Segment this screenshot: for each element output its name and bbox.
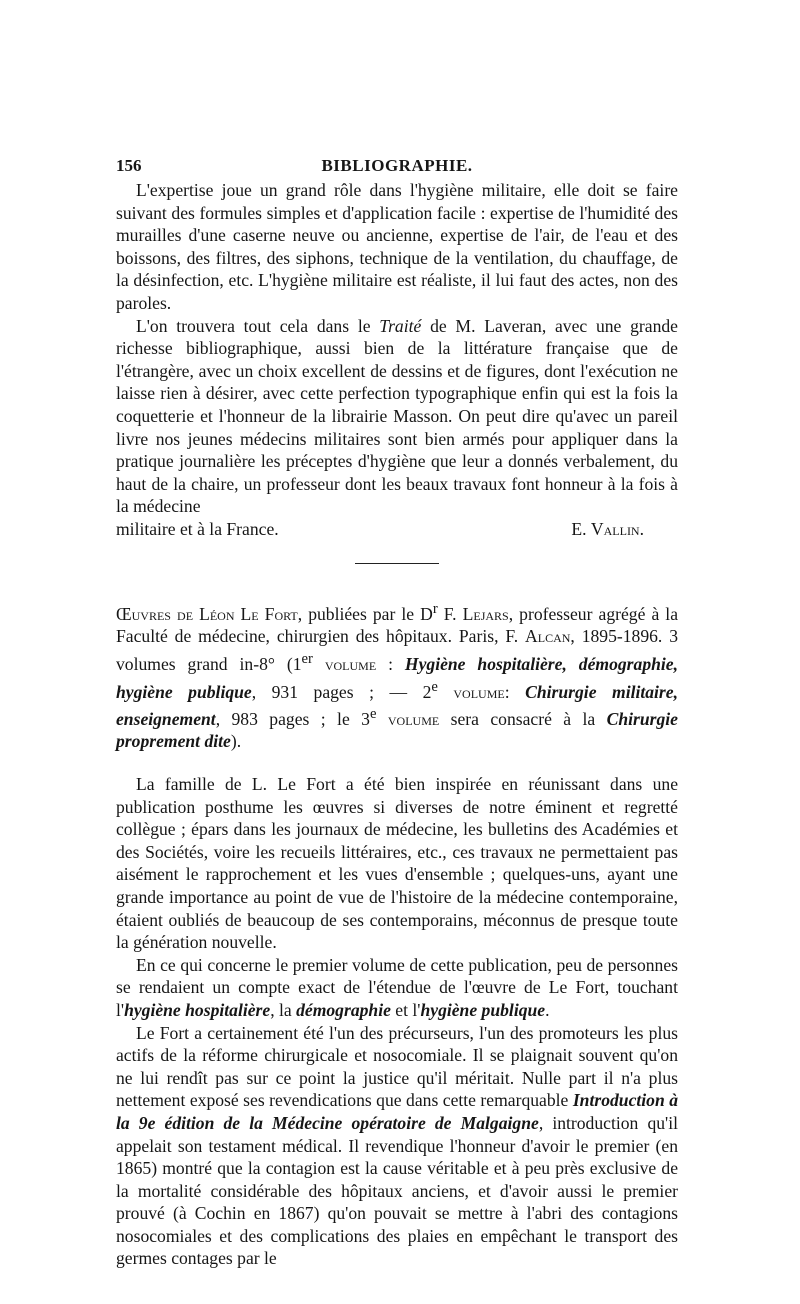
- page-number: 156: [116, 156, 142, 175]
- running-title: BIBLIOGRAPHIE.: [321, 156, 473, 175]
- paragraph-laveran: L'on trouvera tout cela dans le Traité de M. Laveran, avec une grande richesse bibliographique, aussi bien de la littérature française que de l'étrangère, avec un choix excellent de dessins et de figures, dont l'exécution ne laisse rien à désirer, avec cette perfection typographique enfin qui est la fois la coquetterie et l'honneur de la librairie Masson. On peut dire qu'avec un pareil livre nos jeunes médecins militaires sont bien armés pour appliquer dans la pratique journalière les préceptes d'hygiène que leur a donnés verbalement, du haut de la chaire, un professeur dont les beaux travaux font honneur à la fois à la médecine: [116, 315, 678, 517]
- work-title: Œuvres de Léon Le Fort: [116, 603, 298, 624]
- paragraph-premier-volume: En ce qui concerne le premier volume de cette publication, peu de personnes se rendaient un compte exact de l'étendue de l'œuvre de Le Fort, touchant l'hygiène hospitalière, la démographie et l'hygiène publique.: [116, 954, 678, 1020]
- review-heading: Œuvres de Léon Le Fort, publiées par le $D^r$ F. Lejars, professeur agrégé à la Faculté de médecine, chirurgien des hôpitaux. Paris, F. Alcan, 1895-1896. 3 volumes grand in-8° (1er volume : Hygiène hospitalière, démographie, hygiène publique, 931 pages ; — 2e volume: Chirurgie militaire, enseignement, 983 pages ; le 3e volume sera consacré à la Chirurgie proprement dite).: [116, 601, 679, 752]
- section-divider: [355, 563, 439, 565]
- book-page: [116, 155, 678, 1270]
- spacer: [116, 753, 678, 773]
- traite-title: Traité: [379, 315, 422, 336]
- paragraph-precurseur: Le Fort a certainement été l'un des précurseurs, l'un des promoteurs les plus actifs de la réforme chirurgicale et nosocomiale. Il se plaignait souvent qu'on ne lui rendît pas sur ce point la justice qu'il méritait. Nulle part il n'a plus nettement exposé ses revendications que dans cette remarquable Introduction à la 9e édition de la Médecine opératoire de Malgaigne, introduction qu'il appelait son testament médical. Il revendique l'honneur d'avoir le premier (en 1865) montré que la contagion est la cause véritable et à peu près exclusive de la mortalité considérable des hôpitaux anciens, et d'avoir aussi le premier prouvé (à Cochin en 1867) qu'on pouvait se mettre à l'abri des contagions nosocomiales et des complications des plaies en empêchant le transport des germes contages par le: [116, 1022, 679, 1269]
- editor-name: Lejars: [462, 603, 509, 624]
- signature: E. Vallin.: [571, 518, 644, 539]
- paragraph-expertise: L'expertise joue un grand rôle dans l'hygiène militaire, elle doit se faire suivant des formules simples et d'application facile : expertise de l'humidité des murailles d'une caserne neuve ou ancienne, expertise de l'air, de l'eau et des boissons, des filtres, des siphons, technique de la ventilation, du chauffage, de la désinfection, etc. L'hygiène militaire est réaliste, il lui faut des actes, non des paroles.: [116, 180, 678, 313]
- publisher-name: Alcan: [525, 626, 571, 647]
- signature-line: militaire et à la France. E. Vallin.: [116, 518, 678, 541]
- running-header: [116, 155, 678, 179]
- paragraph-famille: La famille de L. Le Fort a été bien inspirée en réunissant dans une publication posthume les œuvres si diverses de notre éminent et regretté collègue ; épars dans les journaux de médecine, les bulletins des Académies et des Sociétés, voire les recueils littéraires, etc., ces travaux ne permettaient pas aisément le rapprochement et les vues d'ensemble ; quelques-uns, ayant une grande importance au point de vue de l'histoire de la médecine contemporaine, étaient oubliés de beaucoup de ses contemporains, méconnus de presque toute la génération nouvelle.: [116, 774, 678, 953]
